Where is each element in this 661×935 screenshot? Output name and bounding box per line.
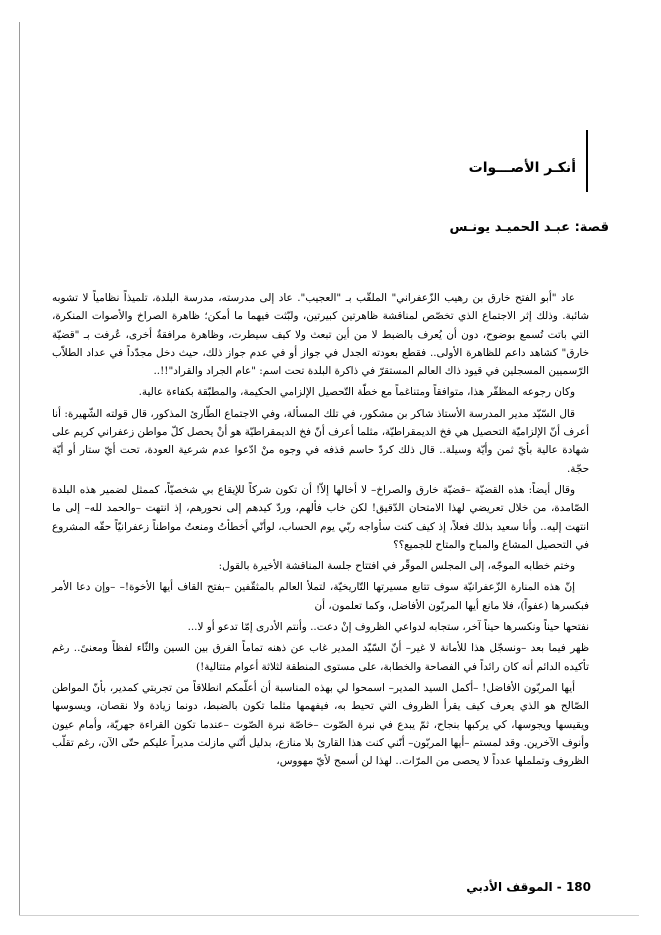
page-frame-bottom xyxy=(19,915,639,916)
page-frame-left xyxy=(19,22,20,915)
paragraph: قال السّيّد مدير المدرسة الأستاذ شاكر بن مشكور، في تلك المسألة، وفي الاجتماع الطّارئ المذكور، قال قولته الشّهيرة: أنا أعرف أنّ الإلزاميّة التحصيل هي فخ الديمقراطيّة، مثلما أعرف أنّ فخ الديمقراطيّة هو أنْ يحصل كلّ مواطن زعفراني كريم على شهادة عالية بأيّ ثمن وأيّة وسيلة.. قال ذلك كردّ حاسم قذفه في وجوه منْ ادّعوا عدم شرعية العودة، تحت أيّ ستار أو أيّة حجّة. xyxy=(52,407,589,475)
story-title: أنكـر الأصـــوات xyxy=(468,160,576,176)
paragraph: نفتحها حيناً ونكسرها حيناً آخر، ستجابه لدواعي الظروف إنْ دعت.. وأنتم الأدرى إمّا تدعو أو لا... xyxy=(187,621,589,634)
title-rule xyxy=(586,130,588,192)
paragraph: ظهر فيما بعد –ونسجّل هذا للأمانة لا غير– أنّ السّيّد المدير غاب عن ذهنه تماماً الفرق بين السين والثّاء لفظاً ومعنىً.. رغم تأكيده الدائم أنه كان رائداً في الفصاحة والخطابة، على مستوى المنطقة لثلاثة أعوام متتالية!) xyxy=(52,642,589,673)
paragraph: وقال أيضاً: هذه القضيّة –قضيّة خارق والصراخ– لا أخالها إلاّ! أن تكون شركاً للإيقاع بي شخصيّاً، كممثل لضمير هذه البلدة الصّامدة، من خلال تعريضي لهذا الامتحان الدّقيق! لكن خاب فألهم، وردّ كيدهم إلى نحورهم، إذ انتهت –والحمد لله– إلى ما انتهت إليه.. وأنا سعيد بذلك فعلاً، إذ كيف كنت سأواجه ربّي يوم الحساب، لوأنّي أخطأتُ ومنعتُ مواطناً زعفرانيّاً حقّه المشروع في التحصيل المشاع والمباح والمتاح للجميع؟؟ xyxy=(52,483,589,551)
story-author: قصة: عبـد الحميـد يونـس xyxy=(449,220,609,235)
paragraph: إنّ هذه المنارة الزّعفرانيّة سوف تتابع مسيرتها التّاريخيّة، لتملأ العالم بالمثقّفين –بفتح القاف أيها الأخوة!– –وإن دعا الأمر فبكسرها (عفواً)، فلا مانع أيها المربّون الأفاضل، وكما تعلمون، أن xyxy=(52,581,589,612)
page-footer: 180 - الموقف الأدبي xyxy=(466,880,591,894)
paragraph: عاد "أبو الفتح خارق بن رهيب الزّعفراني" الملقّب بـ "العجيب". عاد إلى مدرسته، مدرسة البلدة، تلميذاً نظامياً لا تشوبه شائبة. وذلك إثر الاجتماع الذي تخصّص لمناقشة ظاهرتين كبيرتين، ولبّثت فيهما ما أمكن؛ ظاهرة الصراخ والأصوات المنكرة، التي باتت تُسمع بوضوح، دون أن يُعرف بالضبط لا من أين تبعث ولا كيف سيطرت، وظاهرة مرافقةٌ أخرى، عُرفت بـ "قضيّة خارق" كشاهد داعم للظاهرة الأولى.. فقطع بعودته الجدل في جواز أو في عدم جواز ذلك، حيث دخل مجدّداً في عداد الطلاّب الرّسميين المسجلين في قيود ذاك العالم المستقرّ في ذاكرة البلدة تحت اسم: "عام الجراد والقراد"!!.. xyxy=(52,292,589,378)
paragraph: وختم خطابه الموجّه، إلى المجلس الموقّر في افتتاح جلسة المناقشة الأخيرة بالقول: xyxy=(218,560,575,573)
paragraph: وكان رجوعه المظفّر هذا، متوافقاً ومتناغماً مع خطّة التّحصيل الإلزامي الحكيمة، والمطبّقة بكفاءة عالية. xyxy=(138,386,575,399)
paragraph: أيها المربّون الأفاضل! –أكمل السيد المدير– اسمحوا لي بهذه المناسبة أن أعلّمكم انطلاقاً من تجربتي كمدير، بأنّ المواطن الصّالح هو الذي يعرف كيف يقرأ الظروف التي تحيط به، فيفهمها مثلما تكون بالضبط، دونما زيادة ولا نقصان، ويسوسها ويقيسها ويجوسها، كي يركبها بنجاح، ثمّ يبدع في نبرة الصّوت –خاصّة نبرة الصّوت –عندما تكون القراءة جهريّة، وأمام عيون وأنوف الآخرين. وقد لمستم –أيها المربّون– أنّني كنت هذا القارئ بلا منازع، بدليل أنّني مازلت مديراً عليكم حتّى الآن، رغم تقلّب الظروف وتململها عدداً لا يحصى من المرّات.. لهذا لن أسمح لأيّ مهووس، xyxy=(52,681,589,768)
story-body xyxy=(52,289,589,773)
